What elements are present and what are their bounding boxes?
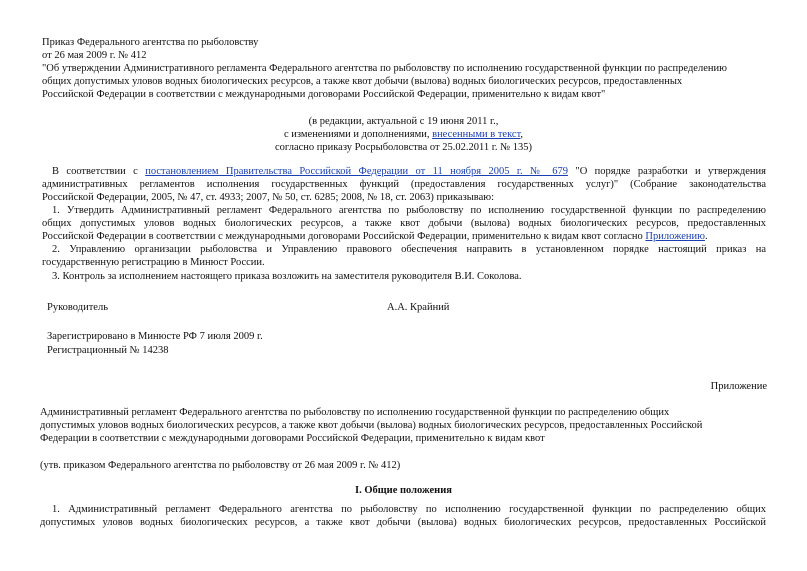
appendix-title-line-2: допустимых уловов водных биологических ресурсов, а также квот добычи (вылова) водных биологических ресурсов, предоставленных Российской [40,420,703,431]
section-paragraph-line-1: 1. Административный регламент Федерального агентства по рыболовству по исполнению государственной функции по распределению общих [52,504,766,515]
order-date: от 26 мая 2009 г. № 412 [42,50,147,61]
order-title-line-2: общих допустимых уловов водных биологических ресурсов, а также квот добычи (вылова) водных биологических ресурсов, предоставленных [42,76,683,87]
preamble-line-2: административных регламентов исполнения государственных функций (предоставления государственных услуг)" (Собрание законодательства [42,179,766,190]
section-heading: I. Общие положения [355,485,452,496]
order-title-line-3: Российской Федерации в соответствии с международными договорами Российской Федерации, применительно к видам квот" [42,89,606,100]
appendix-title-line-3: Федерации в соответствии с международными договорами Российской Федерации, применительно к видам квот [40,433,545,444]
order-title-line-1: "Об утверждении Административного регламента Федерального агентства по рыболовству по исполнению государственной функции по распределению [42,63,727,74]
appendix-title-line-1: Административный регламент Федерального агентства по рыболовству по исполнению государственной функции по распределению общих [40,407,670,418]
appendix-link[interactable]: Приложению [645,231,705,242]
signature-name: А.А. Крайний [387,302,450,313]
appendix-label: Приложение [710,381,767,392]
registration-line-1: Зарегистрировано в Минюсте РФ 7 июля 2009 г. [47,331,263,342]
revision-note-line-3: согласно приказу Росрыболовства от 25.02.2011 г. № 135) [275,142,532,153]
item-2-line-2: государственную регистрацию в Минюст России. [42,257,265,268]
item-1-line-3: Российской Федерации в соответствии с международными договорами Российской Федерации, применительно к видам квот согласно Приложению. [42,231,708,242]
signature-role: Руководитель [47,302,108,313]
registration-number: Регистрационный № 14238 [47,345,169,356]
preamble-line-3: Российской Федерации, 2005, № 47, ст. 4933; 2007, № 50, ст. 6285; 2008, № 18, ст. 2063) приказываю: [42,192,495,203]
item-1-line-2: общих допустимых уловов водных биологических ресурсов, а также квот добычи (вылова) водных биологических ресурсов, предоставленных [42,218,766,229]
revision-note-line-1: (в редакции, актуальной с 19 июня 2011 г., [308,116,499,127]
item-2-line-1: 2. Управлению организации рыболовства и Управлению правового обеспечения направить в установленном порядке настоящий приказ на [52,244,766,255]
section-paragraph-line-2: допустимых уловов водных биологических ресурсов, а также квот добычи (вылова) водных биологических ресурсов, предоставленных Российской [40,517,766,528]
appendix-approved-note: (утв. приказом Федерального агентства по рыболовству от 26 мая 2009 г. № 412) [40,460,401,471]
item-1-line-1: 1. Утвердить Административный регламент Федерального агентства по рыболовству по исполнению государственной функции по распределению [52,205,766,216]
revision-note-line-2: с изменениями и дополнениями, внесенными в текст, [283,129,523,140]
order-heading: Приказ Федерального агентства по рыболовству [42,37,259,48]
item-3: 3. Контроль за исполнением настоящего приказа возложить на заместителя руководителя В.И. Соколова. [52,271,522,282]
government-decree-link[interactable]: постановлением Правительства Российской Федерации от 11 ноября 2005 г. № 679 [145,166,568,177]
revision-amendments-link[interactable]: внесенными в текст [432,129,521,140]
preamble-line-1: В соответствии с постановлением Правительства Российской Федерации от 11 ноября 2005 г. № 679 "О порядке разработки и утверждения [52,166,766,177]
